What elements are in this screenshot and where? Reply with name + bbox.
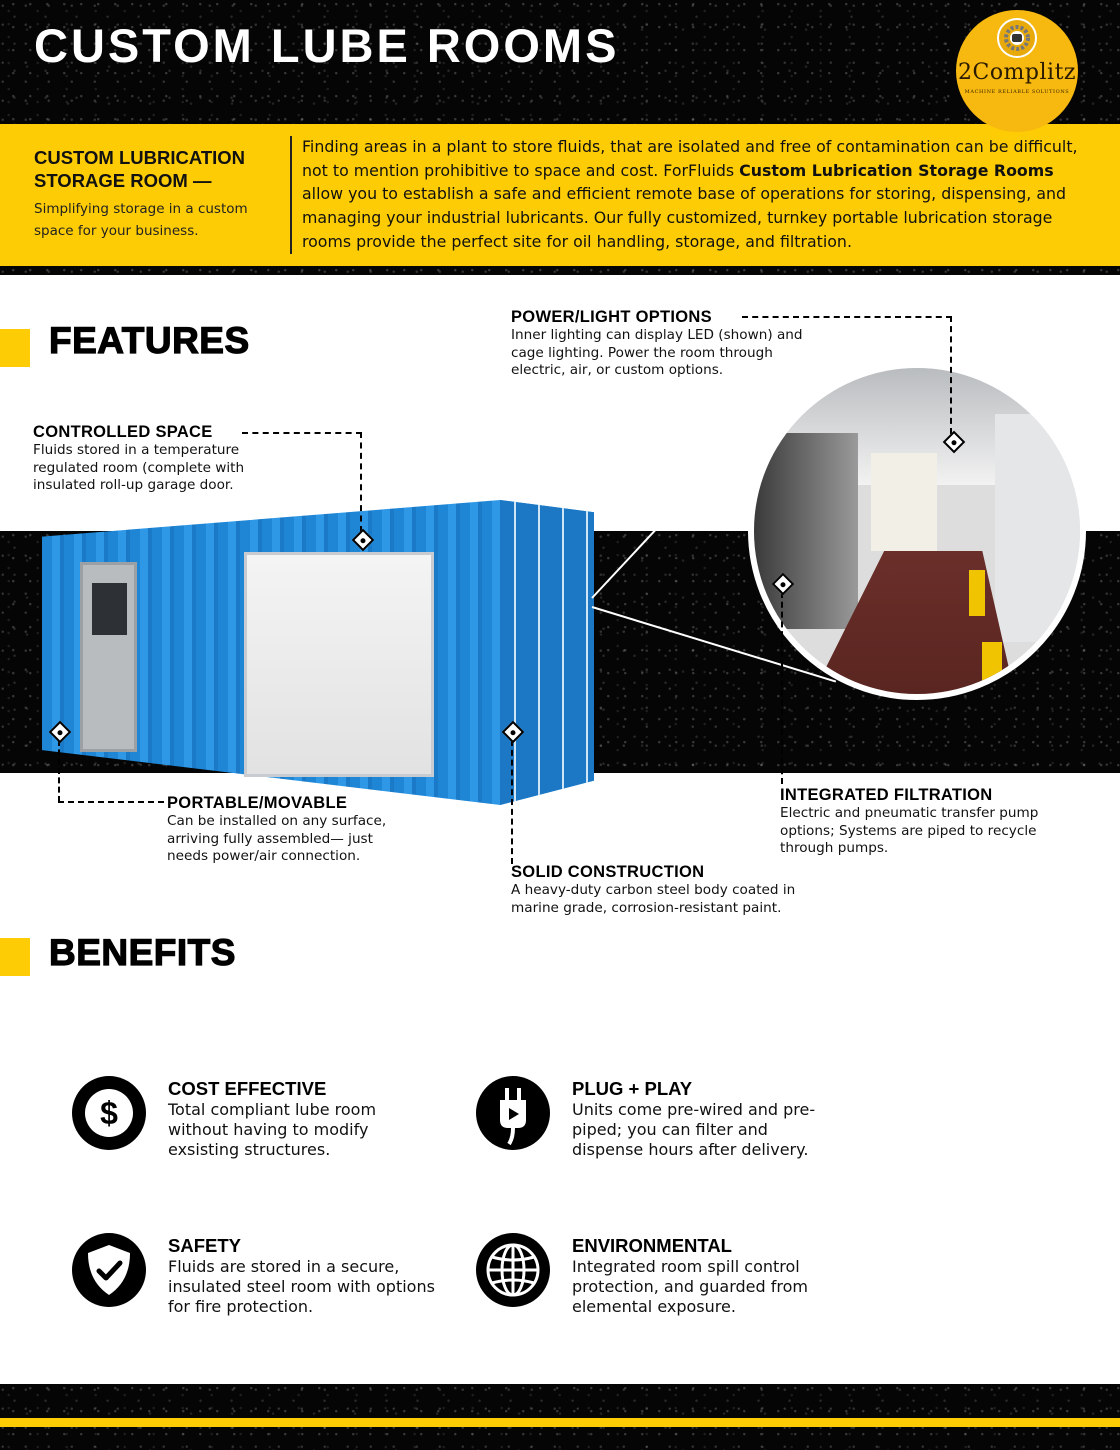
benefit-title: SAFETY bbox=[168, 1235, 241, 1256]
callout-portable-movable bbox=[167, 794, 417, 866]
benefit-title: PLUG + PLAY bbox=[572, 1078, 693, 1099]
intro-divider bbox=[290, 136, 292, 254]
leader-line bbox=[360, 432, 362, 532]
personnel-door bbox=[80, 562, 137, 752]
intro-subheading: Simplifying storage in a custom space for your business. bbox=[34, 201, 248, 239]
features-accent-block bbox=[0, 329, 30, 367]
benefit-text: Fluids are stored in a secure, insulated steel room with options for fire protection. bbox=[168, 1257, 435, 1316]
globe-icon bbox=[476, 1233, 550, 1307]
footer-yellow-stripe bbox=[0, 1418, 1120, 1427]
leader-line bbox=[242, 432, 362, 434]
door-window bbox=[92, 583, 127, 635]
leader-line bbox=[950, 316, 952, 434]
callout-text: Electric and pneumatic transfer pump options; Systems are piped to recycle through pumps. bbox=[780, 805, 1039, 856]
intro-heading-line2: STORAGE ROOM — bbox=[34, 170, 212, 191]
intro-heading bbox=[34, 146, 274, 192]
leader-line bbox=[781, 592, 783, 784]
callout-title: POWER/LIGHT OPTIONS bbox=[511, 308, 712, 326]
logo-name: 2Complitz bbox=[957, 60, 1077, 85]
benefit-cost-effective bbox=[72, 1076, 432, 1166]
benefits-heading: BENEFITS bbox=[49, 932, 236, 973]
intro-body-text-cont: allow you to establish a safe and efficient remote base of operations for storing, dispensing, and managing your industrial lubricants. Our fully customized, turnkey portable lubrication storage rooms provide the perfect site for oil handling, storage, and filtration. bbox=[302, 184, 1067, 251]
leader-line bbox=[58, 740, 60, 802]
callout-text: Inner lighting can display LED (shown) and cage lighting. Power the room through electric, air, or custom options. bbox=[511, 327, 803, 378]
callout-text: Can be installed on any surface, arriving fully assembled— just needs power/air connection. bbox=[167, 813, 387, 864]
page-title: CUSTOM LUBE ROOMS bbox=[34, 19, 620, 72]
intro-summary bbox=[34, 146, 274, 242]
intro-body bbox=[302, 135, 1092, 254]
interior-curb bbox=[969, 570, 985, 616]
logo-tagline: MACHINE RELIABLE SOLUTIONS bbox=[964, 89, 1070, 95]
callout-title: PORTABLE/MOVABLE bbox=[167, 794, 348, 812]
intro-body-text: Finding areas in a plant to store fluids, that are isolated and free of contamination can be difficult, not to mention prohibitive to space and cost. ForFluids bbox=[302, 137, 1078, 180]
benefit-text: Integrated room spill control protection, and guarded from elemental exposure. bbox=[572, 1257, 808, 1316]
container-end-doors bbox=[500, 500, 594, 805]
features-heading: FEATURES bbox=[49, 320, 250, 361]
company-logo bbox=[956, 10, 1078, 132]
intro-body-emphasis: Custom Lubrication Storage Rooms bbox=[739, 160, 1054, 180]
shield-check-icon bbox=[72, 1233, 146, 1307]
callout-title: SOLID CONSTRUCTION bbox=[511, 863, 705, 881]
callout-title: CONTROLLED SPACE bbox=[33, 423, 213, 441]
interior-pump-wall bbox=[754, 433, 858, 629]
interior-curb bbox=[982, 642, 1002, 688]
intro-bottom-stripe bbox=[0, 266, 1120, 275]
plug-icon bbox=[476, 1076, 550, 1150]
benefit-safety bbox=[72, 1233, 435, 1323]
benefit-plug-play bbox=[476, 1076, 836, 1166]
benefit-text: Units come pre-wired and pre-piped; you can filter and dispense hours after delivery. bbox=[572, 1100, 816, 1159]
interior-storage-tanks bbox=[871, 453, 936, 551]
callout-integrated-filtration bbox=[780, 786, 1080, 858]
benefit-environmental bbox=[476, 1233, 836, 1323]
svg-text:$: $ bbox=[100, 1095, 118, 1131]
benefits-accent-block bbox=[0, 938, 30, 976]
intro-heading-line1: CUSTOM LUBRICATION bbox=[34, 147, 246, 168]
callout-solid-construction bbox=[511, 863, 831, 917]
benefit-title: COST EFFECTIVE bbox=[168, 1078, 327, 1099]
callout-text: Fluids stored in a temperature regulated room (complete with insulated roll-up garage door. bbox=[33, 442, 245, 493]
leader-line bbox=[58, 801, 164, 803]
interior-right-wall bbox=[995, 414, 1080, 642]
callout-title: INTEGRATED FILTRATION bbox=[780, 786, 993, 804]
leader-line bbox=[742, 316, 952, 318]
benefit-text: Total compliant lube room without having to modify exsisting structures. bbox=[168, 1100, 377, 1159]
header-banner bbox=[0, 0, 1120, 124]
dollar-icon bbox=[72, 1076, 146, 1150]
intro-band bbox=[0, 124, 1120, 266]
leader-line bbox=[511, 740, 513, 864]
gear-fist-icon bbox=[997, 18, 1037, 58]
callout-text: A heavy-duty carbon steel body coated in marine grade, corrosion-resistant paint. bbox=[511, 882, 796, 916]
benefit-title: ENVIRONMENTAL bbox=[572, 1235, 732, 1256]
roll-up-garage-door bbox=[244, 552, 434, 777]
interior-zoom-image bbox=[748, 362, 1086, 700]
callout-power-light bbox=[511, 308, 811, 380]
footer-band bbox=[0, 1384, 1120, 1450]
